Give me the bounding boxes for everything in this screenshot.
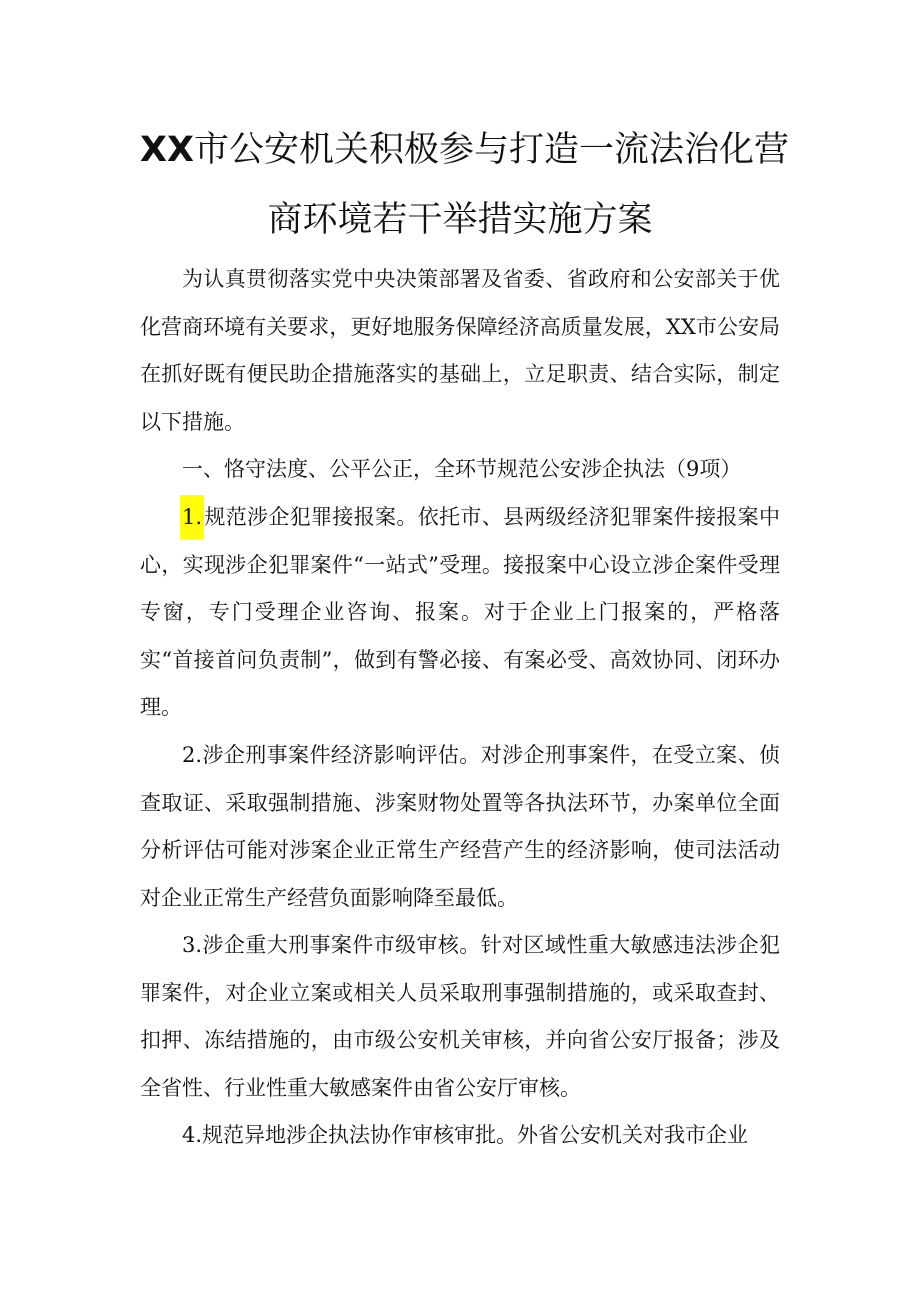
item-4-paragraph: 4.规范异地涉企执法协作审核审批。外省公安机关对我市企业 [182, 1123, 749, 1147]
intro-paragraph: 为认真贯彻落实党中央决策部署及省委、省政府和公安部关于优化营商环境有关要求，更好地服务保障经济高质量发展，XX市公安局在抓好既有便民助企措施落实的基础上，立足职责、结合实际，制定以下措施。 [140, 267, 780, 434]
item-1-text: 规范涉企犯罪接报案。依托市、县两级经济犯罪案件接报案中心，实现涉企犯罪案件“一站式”受理。接报案中心设立涉企案件受理专窗，专门受理企业咨询、报案。对于企业上门报案的，严格落实“首接首问负责制”，做到有警必接、有案必受、高效协同、闭环办理。 [140, 505, 780, 720]
item-2-paragraph: 2.涉企刑事案件经济影响评估。对涉企刑事案件，在受立案、侦查取证、采取强制措施、涉案财物处置等各执法环节，办案单位全面分析评估可能对涉案企业正常生产经营产生的经济影响，使司法活动对企业正常生产经营负面影响降至最低。 [140, 743, 780, 910]
item-3-paragraph: 3.涉企重大刑事案件市级审核。针对区域性重大敏感违法涉企犯罪案件，对企业立案或相关人员采取刑事强制措施的，或采取查封、扣押、冻结措施的，由市级公安机关审核，并向省公安厅报备；涉及全省性、行业性重大敏感案件由省公安厅审核。 [140, 933, 780, 1100]
document-title-line-2: 商环境若干举措实施方案 [267, 200, 653, 240]
section-heading-1: 一、恪守法度、公平公正，全环节规范公安涉企执法（9项） [182, 457, 742, 481]
item-1-number-highlight: 1. [180, 495, 204, 539]
title-prefix: XX [140, 130, 194, 170]
item-1-paragraph [140, 494, 780, 732]
title-rest: 市公安机关积极参与打造一流法治化营 [193, 130, 789, 170]
document-title-line-1 [140, 130, 789, 170]
